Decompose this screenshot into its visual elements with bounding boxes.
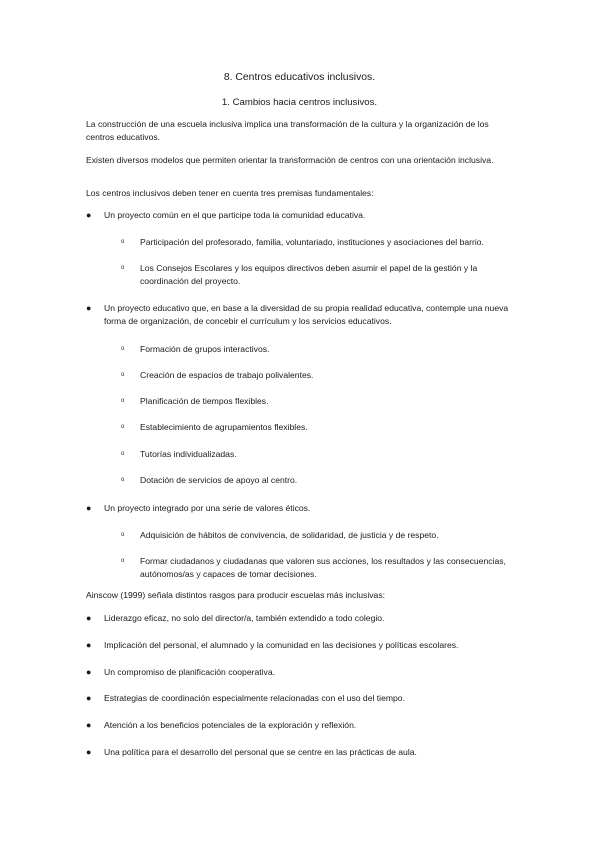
sub-bullet-icon: o [121,424,125,430]
premise-3-subitem-1: Adquisición de hábitos de convivencia, de solidaridad, de justicia y de respeto. [140,530,439,540]
bullet-icon: ● [86,303,92,313]
premise-1-subitem-1: Participación del profesorado, familia, voluntariado, instituciones y asociaciones del barrio. [140,237,484,247]
premise-3-subitem-2: Formar ciudadanos y ciudadanas que valoren sus acciones, los resultados y las consecuencias, autónomos/as y capaces de tomar decisiones. [140,556,506,579]
premise-2-subitem-1: Formación de grupos interactivos. [140,344,270,354]
premise-3: Un proyecto integrado por una serie de valores éticos. [104,503,311,513]
ainscow-trait-1: Liderazgo eficaz, no solo del director/a, también extendido a todo colegio. [104,613,385,623]
sub-bullet-icon: o [121,558,125,564]
sub-bullet-icon: o [121,451,125,457]
premise-1: Un proyecto común en el que participe toda la comunidad educativa. [104,210,366,220]
bullet-icon: ● [86,747,92,757]
bullet-icon: ● [86,667,92,677]
bullet-icon: ● [86,210,92,220]
sub-bullet-icon: o [121,239,125,245]
bullet-icon: ● [86,613,92,623]
subsection-heading: 1. Cambios hacia centros inclusivos. [221,97,378,108]
ainscow-trait-6: Una política para el desarrollo del personal que se centre en las prácticas de aula. [104,747,417,757]
bullet-icon: ● [86,503,92,513]
bullet-icon: ● [86,720,92,730]
intro-paragraph-2: Existen diversos modelos que permiten orientar la transformación de centros con una orientación inclusiva. [86,155,494,165]
sub-bullet-icon: o [121,477,125,483]
sub-bullet-icon: o [121,372,125,378]
ainscow-trait-3: Un compromiso de planificación cooperativa. [104,667,276,677]
ainscow-trait-4: Estrategias de coordinación especialmente relacionadas con el uso del tiempo. [104,693,405,703]
ainscow-intro: Ainscow (1999) señala distintos rasgos para producir escuelas más inclusivas: [86,590,386,600]
premise-2-subitem-5: Tutorías individualizadas. [140,449,237,459]
ainscow-trait-2: Implicación del personal, el alumnado y la comunidad en las decisiones y políticas escolares. [104,640,459,650]
intro-paragraph-3: Los centros inclusivos deben tener en cuenta tres premisas fundamentales: [86,188,374,198]
premise-2-subitem-2: Creación de espacios de trabajo polivalentes. [140,370,314,380]
premise-2: Un proyecto educativo que, en base a la diversidad de su propia realidad educativa, contemple una nueva forma de organización, de concebir el currículum y los servicios educativos. [104,303,509,326]
sub-bullet-icon: o [121,346,125,352]
premise-2-subitem-4: Establecimiento de agrupamientos flexibles. [140,422,308,432]
bullet-icon: ● [86,693,92,703]
premise-2-subitem-6: Dotación de servicios de apoyo al centro. [140,475,298,485]
ainscow-trait-5: Atención a los beneficios potenciales de la exploración y reflexión. [104,720,357,730]
sub-bullet-icon: o [121,398,125,404]
premise-1-subitem-2: Los Consejos Escolares y los equipos directivos deben asumir el papel de la gestión y la coordinación del proyecto. [140,263,478,286]
sub-bullet-icon: o [121,265,125,271]
intro-paragraph-1: La construcción de una escuela inclusiva implica una transformación de la cultura y la organización de los centros educativos. [86,119,489,142]
section-heading: 8. Centros educativos inclusivos. [223,72,376,83]
premise-2-subitem-3: Planificación de tiempos flexibles. [140,396,269,406]
sub-bullet-icon: o [121,532,125,538]
bullet-icon: ● [86,640,92,650]
